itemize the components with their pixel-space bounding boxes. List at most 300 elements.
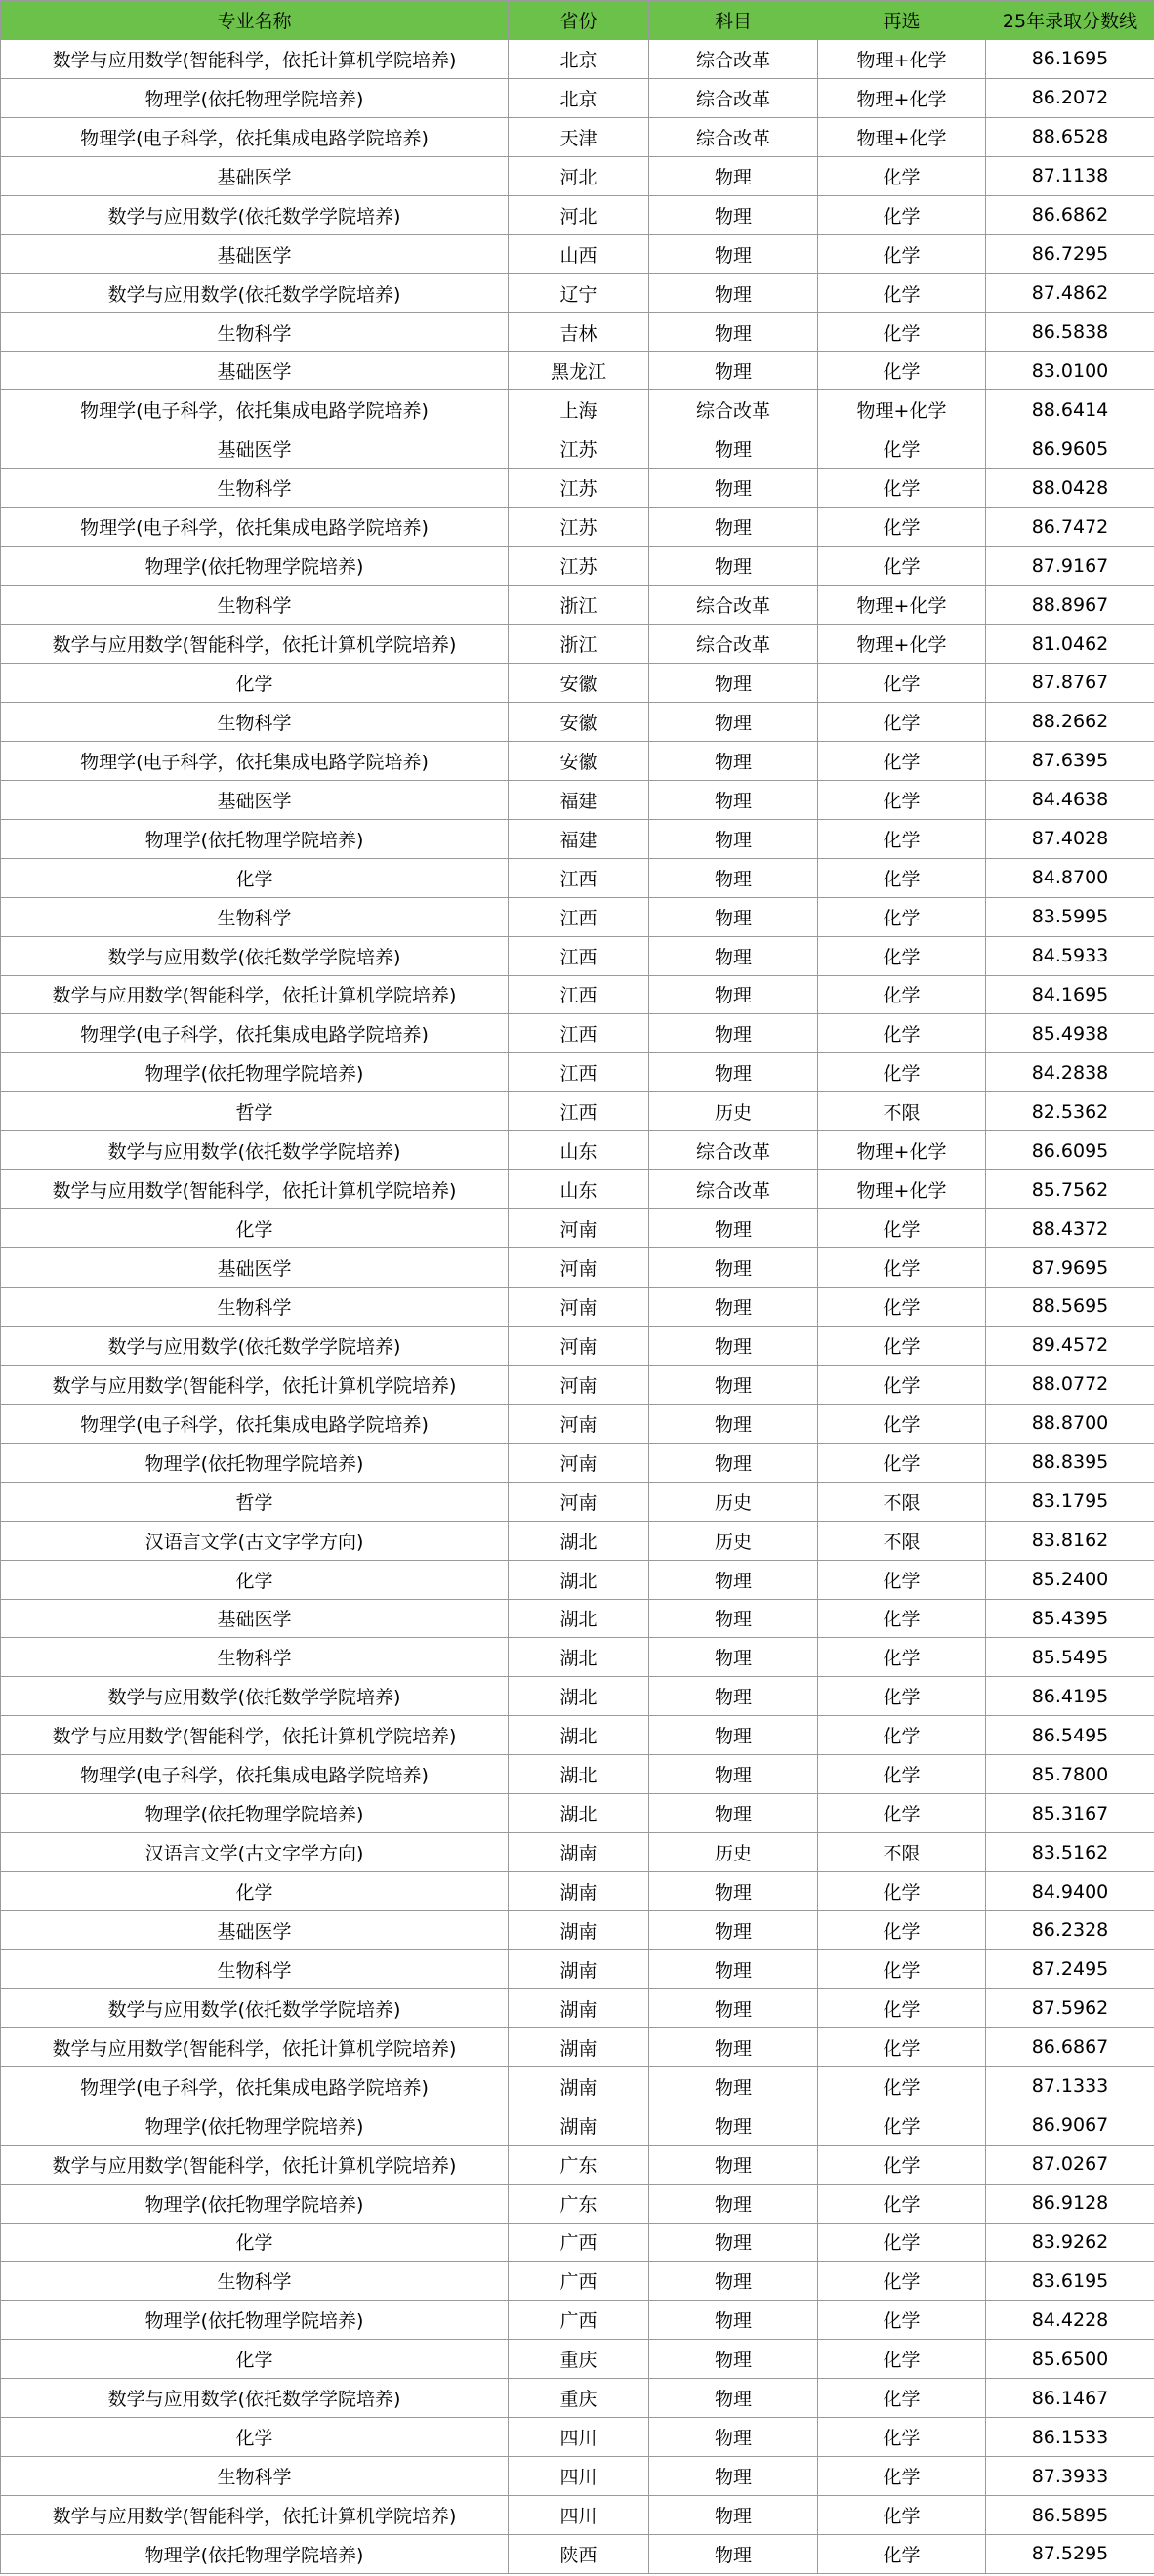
cell-subject: 历史 xyxy=(649,1482,818,1521)
cell-subject: 物理 xyxy=(649,1209,818,1248)
cell-subject: 历史 xyxy=(649,1092,818,1131)
table-row xyxy=(1,819,1154,858)
cell-province: 湖北 xyxy=(509,1521,649,1560)
cell-major: 数学与应用数学(智能科学，依托计算机学院培养) xyxy=(1,2027,509,2066)
cell-subject: 综合改革 xyxy=(649,117,818,156)
cell-province: 湖北 xyxy=(509,1716,649,1755)
cell-province: 吉林 xyxy=(509,312,649,351)
table-row xyxy=(1,625,1154,664)
cell-major: 物理学(依托物理学院培养) xyxy=(1,2106,509,2145)
cell-reselect: 化学 xyxy=(818,429,986,469)
cell-major: 化学 xyxy=(1,2223,509,2262)
cell-score: 86.6867 xyxy=(986,2027,1154,2066)
cell-score: 83.8162 xyxy=(986,1521,1154,1560)
table-row xyxy=(1,936,1154,975)
cell-major: 基础医学 xyxy=(1,1248,509,1288)
cell-score: 86.5495 xyxy=(986,1716,1154,1755)
cell-reselect: 化学 xyxy=(818,2106,986,2145)
cell-subject: 物理 xyxy=(649,1053,818,1092)
table-row xyxy=(1,1014,1154,1053)
cell-subject: 物理 xyxy=(649,936,818,975)
cell-major: 生物科学 xyxy=(1,1288,509,1327)
cell-reselect: 化学 xyxy=(818,1794,986,1833)
cell-subject: 物理 xyxy=(649,2262,818,2301)
cell-subject: 物理 xyxy=(649,664,818,703)
cell-major: 物理学(电子科学，依托集成电路学院培养) xyxy=(1,1014,509,1053)
cell-major: 物理学(依托物理学院培养) xyxy=(1,2301,509,2340)
cell-province: 广西 xyxy=(509,2223,649,2262)
cell-subject: 物理 xyxy=(649,2496,818,2535)
cell-reselect: 化学 xyxy=(818,2301,986,2340)
cell-major: 化学 xyxy=(1,858,509,897)
cell-subject: 物理 xyxy=(649,156,818,195)
cell-score: 87.5295 xyxy=(986,2535,1154,2574)
cell-subject: 物理 xyxy=(649,702,818,741)
cell-province: 浙江 xyxy=(509,586,649,625)
cell-major: 物理学(电子科学，依托集成电路学院培养) xyxy=(1,1404,509,1443)
cell-reselect: 不限 xyxy=(818,1482,986,1521)
cell-province: 四川 xyxy=(509,2418,649,2457)
cell-subject: 物理 xyxy=(649,351,818,390)
cell-subject: 物理 xyxy=(649,2379,818,2418)
cell-score: 88.8967 xyxy=(986,586,1154,625)
table-body xyxy=(1,40,1154,2574)
cell-province: 湖北 xyxy=(509,1755,649,1794)
cell-subject: 物理 xyxy=(649,2145,818,2184)
cell-province: 广东 xyxy=(509,2145,649,2184)
cell-province: 浙江 xyxy=(509,625,649,664)
column-header-score: 25年录取分数线 xyxy=(986,1,1154,40)
table-row xyxy=(1,1365,1154,1404)
cell-reselect: 化学 xyxy=(818,2145,986,2184)
table-row xyxy=(1,1053,1154,1092)
cell-province: 河南 xyxy=(509,1443,649,1482)
cell-subject: 物理 xyxy=(649,1599,818,1638)
table-row xyxy=(1,780,1154,819)
cell-subject: 物理 xyxy=(649,429,818,469)
table-row xyxy=(1,1170,1154,1209)
cell-reselect: 化学 xyxy=(818,1988,986,2027)
cell-province: 福建 xyxy=(509,819,649,858)
table-row xyxy=(1,234,1154,273)
table-row xyxy=(1,586,1154,625)
cell-subject: 物理 xyxy=(649,508,818,547)
cell-score: 87.4028 xyxy=(986,819,1154,858)
cell-reselect: 不限 xyxy=(818,1092,986,1131)
cell-major: 基础医学 xyxy=(1,780,509,819)
cell-score: 83.0100 xyxy=(986,351,1154,390)
cell-score: 86.7472 xyxy=(986,508,1154,547)
table-row xyxy=(1,156,1154,195)
cell-major: 生物科学 xyxy=(1,2457,509,2496)
cell-reselect: 化学 xyxy=(818,1677,986,1716)
cell-subject: 物理 xyxy=(649,2457,818,2496)
cell-reselect: 不限 xyxy=(818,1833,986,1872)
cell-reselect: 化学 xyxy=(818,936,986,975)
cell-major: 数学与应用数学(智能科学，依托计算机学院培养) xyxy=(1,1170,509,1209)
cell-major: 汉语言文学(古文字学方向) xyxy=(1,1521,509,1560)
cell-province: 湖南 xyxy=(509,2066,649,2106)
table-row xyxy=(1,312,1154,351)
cell-major: 物理学(依托物理学院培养) xyxy=(1,2535,509,2574)
cell-major: 物理学(依托物理学院培养) xyxy=(1,78,509,117)
table-row xyxy=(1,741,1154,780)
cell-score: 86.9605 xyxy=(986,429,1154,469)
cell-subject: 综合改革 xyxy=(649,390,818,429)
table-row xyxy=(1,390,1154,429)
cell-reselect: 化学 xyxy=(818,1014,986,1053)
table-row xyxy=(1,1209,1154,1248)
cell-score: 85.3167 xyxy=(986,1794,1154,1833)
cell-score: 88.0772 xyxy=(986,1365,1154,1404)
cell-province: 湖北 xyxy=(509,1599,649,1638)
cell-score: 86.5838 xyxy=(986,312,1154,351)
cell-province: 江西 xyxy=(509,897,649,936)
cell-score: 87.5962 xyxy=(986,1988,1154,2027)
cell-score: 84.5933 xyxy=(986,936,1154,975)
cell-subject: 物理 xyxy=(649,312,818,351)
table-row xyxy=(1,2066,1154,2106)
cell-reselect: 化学 xyxy=(818,2027,986,2066)
table-row xyxy=(1,195,1154,234)
table-row xyxy=(1,1677,1154,1716)
cell-subject: 物理 xyxy=(649,1365,818,1404)
cell-subject: 物理 xyxy=(649,858,818,897)
cell-subject: 物理 xyxy=(649,1638,818,1677)
cell-subject: 物理 xyxy=(649,1288,818,1327)
cell-major: 物理学(依托物理学院培养) xyxy=(1,1443,509,1482)
cell-major: 物理学(依托物理学院培养) xyxy=(1,1794,509,1833)
cell-subject: 综合改革 xyxy=(649,586,818,625)
table-row xyxy=(1,1326,1154,1365)
cell-reselect: 物理+化学 xyxy=(818,1131,986,1170)
cell-major: 数学与应用数学(智能科学，依托计算机学院培养) xyxy=(1,975,509,1014)
cell-province: 山东 xyxy=(509,1170,649,1209)
cell-province: 广东 xyxy=(509,2184,649,2223)
cell-subject: 物理 xyxy=(649,1443,818,1482)
cell-score: 86.2072 xyxy=(986,78,1154,117)
cell-reselect: 化学 xyxy=(818,1209,986,1248)
cell-reselect: 化学 xyxy=(818,1326,986,1365)
cell-reselect: 化学 xyxy=(818,273,986,312)
cell-reselect: 化学 xyxy=(818,819,986,858)
cell-province: 上海 xyxy=(509,390,649,429)
cell-score: 86.1695 xyxy=(986,40,1154,79)
cell-reselect: 物理+化学 xyxy=(818,586,986,625)
cell-subject: 物理 xyxy=(649,2066,818,2106)
cell-province: 河南 xyxy=(509,1482,649,1521)
cell-major: 物理学(依托物理学院培养) xyxy=(1,547,509,586)
cell-score: 87.2495 xyxy=(986,1949,1154,1988)
cell-major: 基础医学 xyxy=(1,429,509,469)
cell-score: 88.5695 xyxy=(986,1288,1154,1327)
cell-major: 物理学(电子科学，依托集成电路学院培养) xyxy=(1,1755,509,1794)
cell-province: 黑龙江 xyxy=(509,351,649,390)
table-row xyxy=(1,2301,1154,2340)
cell-reselect: 化学 xyxy=(818,1248,986,1288)
table-row xyxy=(1,2418,1154,2457)
cell-province: 北京 xyxy=(509,78,649,117)
cell-major: 基础医学 xyxy=(1,351,509,390)
cell-major: 数学与应用数学(智能科学，依托计算机学院培养) xyxy=(1,2145,509,2184)
cell-score: 83.5995 xyxy=(986,897,1154,936)
table-row xyxy=(1,2145,1154,2184)
cell-subject: 物理 xyxy=(649,273,818,312)
table-row xyxy=(1,1794,1154,1833)
table-row xyxy=(1,2379,1154,2418)
cell-province: 湖南 xyxy=(509,2106,649,2145)
cell-score: 87.0267 xyxy=(986,2145,1154,2184)
cell-score: 83.5162 xyxy=(986,1833,1154,1872)
cell-reselect: 化学 xyxy=(818,2379,986,2418)
cell-reselect: 化学 xyxy=(818,2418,986,2457)
cell-province: 辽宁 xyxy=(509,273,649,312)
cell-province: 河北 xyxy=(509,156,649,195)
cell-subject: 综合改革 xyxy=(649,40,818,79)
cell-subject: 物理 xyxy=(649,1326,818,1365)
cell-score: 85.5495 xyxy=(986,1638,1154,1677)
cell-subject: 物理 xyxy=(649,2223,818,2262)
cell-score: 86.9128 xyxy=(986,2184,1154,2223)
cell-province: 重庆 xyxy=(509,2379,649,2418)
cell-province: 安徽 xyxy=(509,702,649,741)
table-row xyxy=(1,858,1154,897)
cell-major: 物理学(电子科学，依托集成电路学院培养) xyxy=(1,741,509,780)
cell-score: 88.6528 xyxy=(986,117,1154,156)
cell-reselect: 化学 xyxy=(818,2262,986,2301)
cell-score: 85.7562 xyxy=(986,1170,1154,1209)
cell-subject: 物理 xyxy=(649,547,818,586)
table-row xyxy=(1,2223,1154,2262)
cell-reselect: 化学 xyxy=(818,2184,986,2223)
cell-subject: 物理 xyxy=(649,741,818,780)
table-row xyxy=(1,2340,1154,2379)
cell-major: 生物科学 xyxy=(1,1949,509,1988)
cell-reselect: 化学 xyxy=(818,702,986,741)
cell-major: 化学 xyxy=(1,1872,509,1911)
cell-score: 85.7800 xyxy=(986,1755,1154,1794)
table-row xyxy=(1,547,1154,586)
cell-major: 数学与应用数学(依托数学学院培养) xyxy=(1,195,509,234)
cell-score: 86.1533 xyxy=(986,2418,1154,2457)
cell-province: 湖北 xyxy=(509,1677,649,1716)
cell-province: 湖北 xyxy=(509,1560,649,1599)
cell-score: 85.4938 xyxy=(986,1014,1154,1053)
table-row xyxy=(1,1599,1154,1638)
cell-subject: 物理 xyxy=(649,234,818,273)
cell-subject: 物理 xyxy=(649,975,818,1014)
cell-subject: 综合改革 xyxy=(649,1131,818,1170)
cell-subject: 物理 xyxy=(649,897,818,936)
table-row xyxy=(1,2027,1154,2066)
table-row xyxy=(1,1988,1154,2027)
cell-major: 物理学(依托物理学院培养) xyxy=(1,2184,509,2223)
cell-subject: 物理 xyxy=(649,1677,818,1716)
cell-major: 数学与应用数学(智能科学，依托计算机学院培养) xyxy=(1,1716,509,1755)
cell-score: 86.4195 xyxy=(986,1677,1154,1716)
cell-province: 湖南 xyxy=(509,1833,649,1872)
cell-province: 江西 xyxy=(509,1053,649,1092)
table-row xyxy=(1,1949,1154,1988)
cell-score: 88.8700 xyxy=(986,1404,1154,1443)
cell-score: 86.6095 xyxy=(986,1131,1154,1170)
cell-province: 北京 xyxy=(509,40,649,79)
cell-reselect: 物理+化学 xyxy=(818,1170,986,1209)
table-row xyxy=(1,1404,1154,1443)
cell-reselect: 化学 xyxy=(818,1560,986,1599)
cell-score: 81.0462 xyxy=(986,625,1154,664)
cell-subject: 物理 xyxy=(649,469,818,508)
cell-subject: 物理 xyxy=(649,2301,818,2340)
cell-province: 广西 xyxy=(509,2301,649,2340)
cell-province: 河南 xyxy=(509,1288,649,1327)
table-row xyxy=(1,2184,1154,2223)
cell-major: 物理学(电子科学，依托集成电路学院培养) xyxy=(1,117,509,156)
cell-province: 河南 xyxy=(509,1248,649,1288)
cell-province: 湖南 xyxy=(509,1949,649,1988)
cell-province: 河北 xyxy=(509,195,649,234)
cell-province: 河南 xyxy=(509,1209,649,1248)
cell-province: 河南 xyxy=(509,1326,649,1365)
cell-score: 87.4862 xyxy=(986,273,1154,312)
table-row xyxy=(1,1911,1154,1950)
cell-score: 87.9695 xyxy=(986,1248,1154,1288)
table-row xyxy=(1,975,1154,1014)
cell-score: 86.5895 xyxy=(986,2496,1154,2535)
table-row xyxy=(1,429,1154,469)
cell-reselect: 化学 xyxy=(818,469,986,508)
cell-major: 基础医学 xyxy=(1,1599,509,1638)
cell-reselect: 化学 xyxy=(818,2457,986,2496)
cell-reselect: 化学 xyxy=(818,312,986,351)
cell-major: 生物科学 xyxy=(1,1638,509,1677)
cell-subject: 物理 xyxy=(649,2340,818,2379)
cell-reselect: 化学 xyxy=(818,195,986,234)
cell-subject: 物理 xyxy=(649,819,818,858)
cell-reselect: 化学 xyxy=(818,2066,986,2106)
column-header-province: 省份 xyxy=(509,1,649,40)
cell-subject: 物理 xyxy=(649,1911,818,1950)
table-row xyxy=(1,1638,1154,1677)
cell-score: 85.6500 xyxy=(986,2340,1154,2379)
cell-province: 湖北 xyxy=(509,1638,649,1677)
cell-score: 83.6195 xyxy=(986,2262,1154,2301)
cell-subject: 物理 xyxy=(649,1014,818,1053)
cell-subject: 综合改革 xyxy=(649,625,818,664)
cell-major: 数学与应用数学(依托数学学院培养) xyxy=(1,1131,509,1170)
cell-reselect: 化学 xyxy=(818,1599,986,1638)
cell-reselect: 化学 xyxy=(818,1404,986,1443)
cell-score: 84.2838 xyxy=(986,1053,1154,1092)
cell-score: 86.9067 xyxy=(986,2106,1154,2145)
cell-subject: 物理 xyxy=(649,195,818,234)
cell-major: 数学与应用数学(依托数学学院培养) xyxy=(1,1988,509,2027)
table-row xyxy=(1,2106,1154,2145)
cell-reselect: 化学 xyxy=(818,547,986,586)
table-row xyxy=(1,702,1154,741)
cell-score: 88.4372 xyxy=(986,1209,1154,1248)
cell-reselect: 化学 xyxy=(818,975,986,1014)
cell-reselect: 化学 xyxy=(818,664,986,703)
cell-province: 广西 xyxy=(509,2262,649,2301)
table-row xyxy=(1,1248,1154,1288)
cell-province: 江西 xyxy=(509,936,649,975)
cell-subject: 综合改革 xyxy=(649,1170,818,1209)
cell-score: 86.7295 xyxy=(986,234,1154,273)
cell-subject: 物理 xyxy=(649,1988,818,2027)
table-row xyxy=(1,897,1154,936)
cell-major: 汉语言文学(古文字学方向) xyxy=(1,1833,509,1872)
table-row xyxy=(1,1521,1154,1560)
table-row xyxy=(1,1755,1154,1794)
cell-score: 84.9400 xyxy=(986,1872,1154,1911)
cell-subject: 物理 xyxy=(649,1794,818,1833)
cell-reselect: 化学 xyxy=(818,1872,986,1911)
cell-score: 84.4638 xyxy=(986,780,1154,819)
cell-score: 84.8700 xyxy=(986,858,1154,897)
cell-major: 哲学 xyxy=(1,1092,509,1131)
cell-reselect: 化学 xyxy=(818,1911,986,1950)
cell-major: 化学 xyxy=(1,2340,509,2379)
cell-score: 87.9167 xyxy=(986,547,1154,586)
cell-reselect: 化学 xyxy=(818,1443,986,1482)
cell-province: 重庆 xyxy=(509,2340,649,2379)
table-row xyxy=(1,664,1154,703)
cell-reselect: 化学 xyxy=(818,1716,986,1755)
table-row xyxy=(1,40,1154,79)
cell-subject: 物理 xyxy=(649,1404,818,1443)
cell-reselect: 化学 xyxy=(818,508,986,547)
cell-reselect: 化学 xyxy=(818,780,986,819)
cell-major: 基础医学 xyxy=(1,234,509,273)
cell-reselect: 化学 xyxy=(818,1638,986,1677)
table-row xyxy=(1,1482,1154,1521)
cell-subject: 历史 xyxy=(649,1833,818,1872)
table-row xyxy=(1,2457,1154,2496)
cell-reselect: 化学 xyxy=(818,1949,986,1988)
cell-province: 湖北 xyxy=(509,1794,649,1833)
cell-major: 数学与应用数学(智能科学，依托计算机学院培养) xyxy=(1,1365,509,1404)
cell-major: 物理学(依托物理学院培养) xyxy=(1,1053,509,1092)
cell-reselect: 化学 xyxy=(818,858,986,897)
cell-score: 87.6395 xyxy=(986,741,1154,780)
cell-province: 湖南 xyxy=(509,1911,649,1950)
cell-major: 化学 xyxy=(1,1209,509,1248)
cell-reselect: 化学 xyxy=(818,1755,986,1794)
cell-major: 数学与应用数学(智能科学，依托计算机学院培养) xyxy=(1,625,509,664)
cell-score: 88.8395 xyxy=(986,1443,1154,1482)
cell-subject: 物理 xyxy=(649,1872,818,1911)
table-row xyxy=(1,1833,1154,1872)
cell-score: 83.1795 xyxy=(986,1482,1154,1521)
cell-subject: 物理 xyxy=(649,1248,818,1288)
table-row xyxy=(1,1716,1154,1755)
cell-reselect: 化学 xyxy=(818,156,986,195)
cell-province: 山东 xyxy=(509,1131,649,1170)
cell-score: 82.5362 xyxy=(986,1092,1154,1131)
cell-subject: 物理 xyxy=(649,1560,818,1599)
cell-major: 化学 xyxy=(1,664,509,703)
cell-reselect: 化学 xyxy=(818,741,986,780)
cell-reselect: 化学 xyxy=(818,2496,986,2535)
cell-score: 86.2328 xyxy=(986,1911,1154,1950)
cell-province: 江苏 xyxy=(509,508,649,547)
cell-score: 87.3933 xyxy=(986,2457,1154,2496)
cell-province: 湖南 xyxy=(509,1988,649,2027)
cell-major: 数学与应用数学(依托数学学院培养) xyxy=(1,936,509,975)
column-header-reselect: 再选 xyxy=(818,1,986,40)
cell-major: 生物科学 xyxy=(1,469,509,508)
